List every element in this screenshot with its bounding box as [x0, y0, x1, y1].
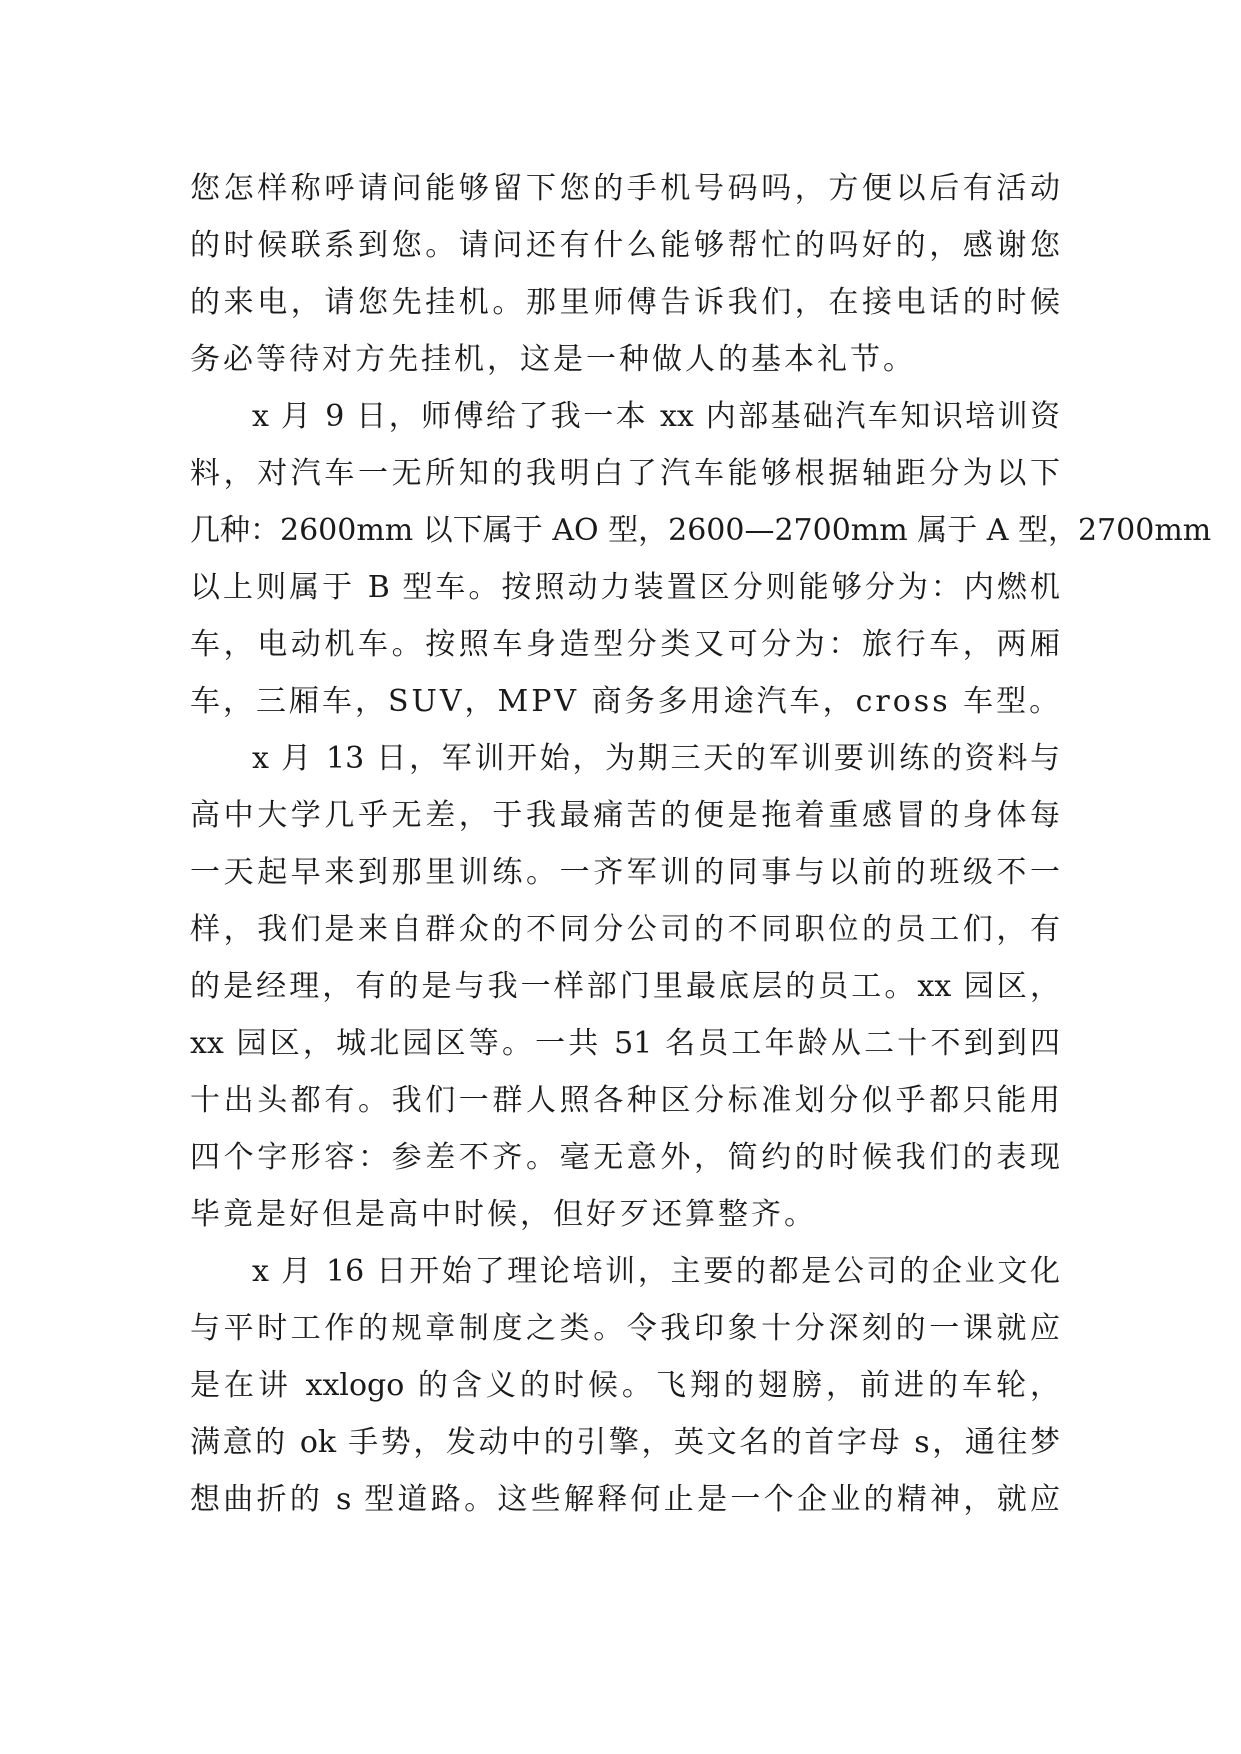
text-line: 满意的 ok 手势，发动中的引擎，英文名的首字母 s，通往梦: [190, 1425, 1060, 1460]
text-line: 样，我们是来自群众的不同分公司的不同职位的员工们，有: [190, 912, 1060, 947]
text-line: 一天起早来到那里训练。一齐军训的同事与以前的班级不一: [190, 855, 1060, 890]
text-line: 以上则属于 B 型车。按照动力装置区分则能够分为：内燃机: [190, 570, 1060, 605]
text-line: 毕竟是好但是高中时候，但好歹还算整齐。: [190, 1197, 817, 1232]
text-line: 想曲折的 s 型道路。这些解释何止是一个企业的精神，就应: [190, 1482, 1060, 1517]
text-line: 与平时工作的规章制度之类。令我印象十分深刻的一课就应: [190, 1311, 1060, 1346]
text-line: 十出头都有。我们一群人照各种区分标准划分似乎都只能用: [190, 1083, 1060, 1118]
text-line: xx 园区，城北园区等。一共 51 名员工年龄从二十不到到四: [190, 1026, 1060, 1061]
text-line: 车，三厢车，SUV，MPV 商务多用途汽车，cross 车型。: [190, 684, 1063, 719]
text-line: 务必等待对方先挂机，这是一种做人的基本礼节。: [190, 342, 916, 377]
text-line: 的来电，请您先挂机。那里师傅告诉我们，在接电话的时候: [190, 285, 1060, 320]
text-line: x 月 16 日开始了理论培训，主要的都是公司的企业文化: [252, 1254, 1060, 1289]
text-line: 的是经理，有的是与我一样部门里最底层的员工。xx 园区，: [190, 969, 1060, 1004]
text-line: 您怎样称呼请问能够留下您的手机号码吗，方便以后有活动: [190, 171, 1060, 206]
text-line: x 月 9 日，师傅给了我一本 xx 内部基础汽车知识培训资: [252, 399, 1060, 434]
text-line: 车，电动机车。按照车身造型分类又可分为：旅行车，两厢: [190, 627, 1060, 662]
text-line: 的时候联系到您。请问还有什么能够帮忙的吗好的，感谢您: [190, 228, 1060, 263]
text-line: 几种：2600mm 以下属于 AO 型，2600—2700mm 属于 A 型，2700mm: [190, 513, 1212, 548]
text-line: 料，对汽车一无所知的我明白了汽车能够根据轴距分为以下: [190, 456, 1060, 491]
text-line: 高中大学几乎无差，于我最痛苦的便是拖着重感冒的身体每: [190, 798, 1060, 833]
body-text: [190, 160, 1212, 1528]
text-line: x 月 13 日，军训开始，为期三天的军训要训练的资料与: [252, 741, 1060, 776]
text-line: 四个字形容：参差不齐。毫无意外，简约的时候我们的表现: [190, 1140, 1060, 1175]
text-line: 是在讲 xxlogo 的含义的时候。飞翔的翅膀，前进的车轮，: [190, 1368, 1060, 1403]
